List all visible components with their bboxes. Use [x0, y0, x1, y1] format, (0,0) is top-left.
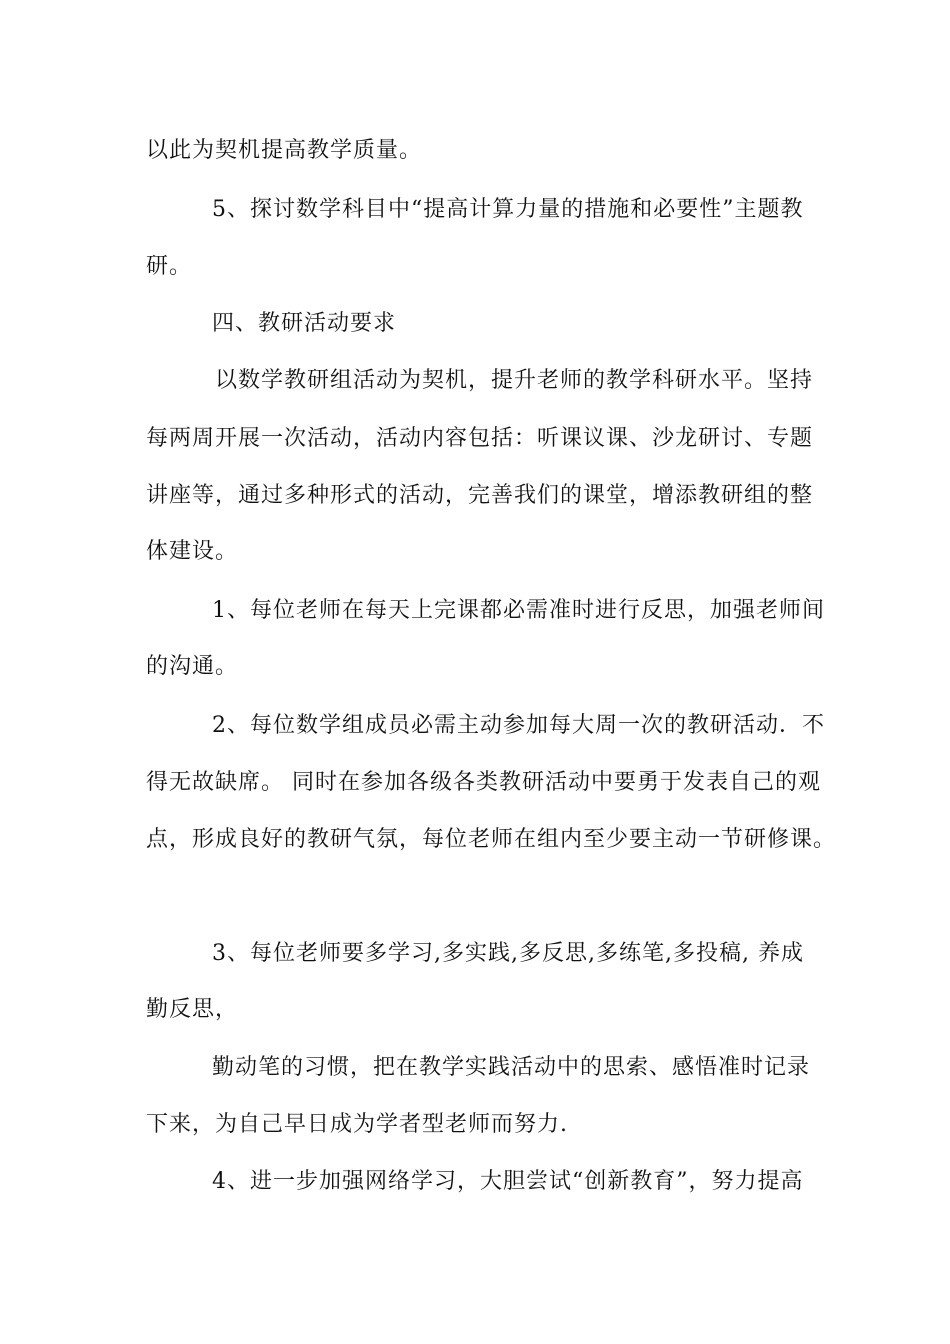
text-line: 1、每位老师在每天上完课都必需准时进行反思，加强老师间	[212, 598, 825, 623]
text-line: 2、每位数学组成员必需主动参加每大周一次的教研活动．不	[212, 713, 825, 738]
text-line: 下来，为自己早日成为学者型老师而努力.	[146, 1112, 568, 1137]
text-line: 讲座等，通过多种形式的活动，完善我们的课堂，增添教研组的整	[146, 483, 814, 508]
text-line: 的沟通。	[146, 654, 239, 679]
text-line: 以此为契机提高教学质量。	[146, 138, 423, 163]
text-line: 5、探讨数学科目中“提高计算力量的措施和必要性”主题教	[212, 197, 804, 222]
text-line: 得无故缺席。 同时在参加各级各类教研活动中要勇于发表自己的观	[146, 770, 821, 795]
text-line: 每两周开展一次活动，活动内容包括：听课议课、沙龙研讨、专题	[146, 426, 814, 451]
text-line: 以数学教研组活动为契机，提升老师的教学科研水平。坚持	[215, 368, 814, 393]
text-line: 点，形成良好的教研气氛，每位老师在组内至少要主动一节研修课。	[146, 827, 837, 852]
text-line: 勤动笔的习惯，把在教学实践活动中的思索、感悟准时记录	[212, 1055, 811, 1080]
text-line: 勤反思，	[146, 997, 239, 1022]
section-heading: 四、教研活动要求	[212, 311, 397, 336]
text-line: 4、进一步加强网络学习，大胆尝试“创新教育”，努力提高	[212, 1169, 804, 1194]
text-line: 3、每位老师要多学习,多实践,多反思,多练笔,多投稿, 养成	[212, 941, 804, 966]
text-line: 体建设。	[146, 539, 239, 564]
text-line: 研。	[146, 254, 193, 279]
